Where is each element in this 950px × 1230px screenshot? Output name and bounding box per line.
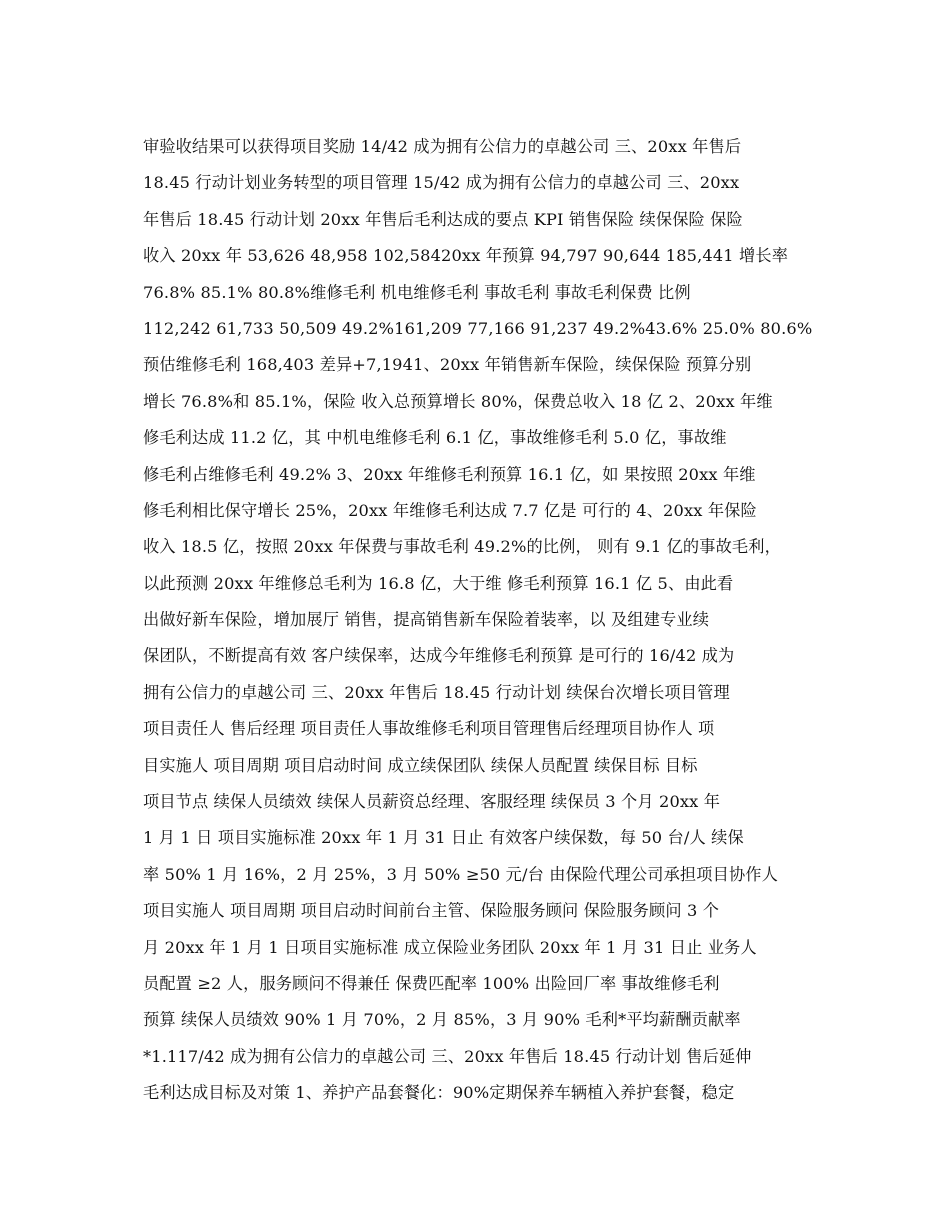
text-line: 项目实施人 项目周期 项目启动时间前台主管、保险服务顾问 保险服务顾问 3 个 xyxy=(143,901,720,921)
text-line: 项目责任人 售后经理 项目责任人事故维修毛利项目管理售后经理项目协作人 项 xyxy=(143,719,715,739)
text-line: 修毛利达成 11.2 亿，其 中机电维修毛利 6.1 亿，事故维修毛利 5.0 亿，事故维 xyxy=(143,428,727,448)
text-line: 18.45 行动计划业务转型的项目管理 15/42 成为拥有公信力的卓越公司 三、20xx xyxy=(143,173,740,193)
text-line: 项目节点 续保人员绩效 续保人员薪资总经理、客服经理 续保员 3 个月 20xx 年 xyxy=(143,792,721,812)
text-line: 1 月 1 日 项目实施标准 20xx 年 1 月 31 日止 有效客户续保数，每 50 台/人 续保 xyxy=(143,828,744,848)
text-line: 年售后 18.45 行动计划 20xx 年售后毛利达成的要点 KPI 销售保险 续保保险 保险 xyxy=(143,209,743,229)
text-line: 率 50% 1 月 16%，2 月 25%，3 月 50% ≥50 元/台 由保险代理公司承担项目协作人 xyxy=(143,864,778,884)
text-line: 增长 76.8%和 85.1%，保险 收入总预算增长 80%，保费总收入 18 亿 2、20xx 年维 xyxy=(143,391,773,411)
text-line: 以此预测 20xx 年维修总毛利为 16.8 亿，大于维 修毛利预算 16.1 亿 5、由此看 xyxy=(143,573,734,593)
text-line: 修毛利占维修毛利 49.2% 3、20xx 年维修毛利预算 16.1 亿，如 果按照 20xx 年维 xyxy=(143,464,756,484)
text-line: 收入 18.5 亿，按照 20xx 年保费与事故毛利 49.2%的比例， 则有 9.1 亿的事故毛利， xyxy=(143,537,781,557)
text-line: 出做好新车保险，增加展厅 销售，提高销售新车保险着装率，以 及组建专业续 xyxy=(143,610,710,630)
text-line: 目实施人 项目周期 项目启动时间 成立续保团队 续保人员配置 续保目标 目标 xyxy=(143,755,698,775)
text-line: 毛利达成目标及对策 1、养护产品套餐化：90%定期保养车辆植入养护套餐，稳定 xyxy=(143,1083,735,1103)
text-line: 76.8% 85.1% 80.8%维修毛利 机电维修毛利 事故毛利 事故毛利保费 比例 xyxy=(143,282,691,302)
text-line: 112,242 61,733 50,509 49.2%161,209 77,166 91,237 49.2%43.6% 25.0% 80.6% xyxy=(143,318,813,338)
text-line: 拥有公信力的卓越公司 三、20xx 年售后 18.45 行动计划 续保台次增长项目管理 xyxy=(143,682,730,702)
text-line: 保团队，不断提高有效 客户续保率，达成今年维修毛利预算 是可行的 16/42 成为 xyxy=(143,646,735,666)
text-line: 预算 续保人员绩效 90% 1 月 70%，2 月 85%，3 月 90% 毛利*平均薪酬贡献率 xyxy=(143,1010,741,1030)
text-line: 收入 20xx 年 53,626 48,958 102,58420xx 年预算 94,797 90,644 185,441 增长率 xyxy=(143,246,789,266)
text-line: 审验收结果可以获得项目奖励 14/42 成为拥有公信力的卓越公司 三、20xx 年售后 xyxy=(143,137,742,156)
text-line: *1.117/42 成为拥有公信力的卓越公司 三、20xx 年售后 18.45 行动计划 售后延伸 xyxy=(143,1046,752,1066)
text-line: 月 20xx 年 1 月 1 日项目实施标准 成立保险业务团队 20xx 年 1 月 31 日止 业务人 xyxy=(143,937,757,957)
body-text xyxy=(143,129,833,1112)
text-line: 员配置 ≥2 人，服务顾问不得兼任 保费匹配率 100% 出险回厂率 事故维修毛利 xyxy=(143,973,720,993)
text-line: 预估维修毛利 168,403 差异+7,1941、20xx 年销售新车保险，续保保险 预算分别 xyxy=(143,355,752,375)
text-line: 修毛利相比保守增长 25%，20xx 年维修毛利达成 7.7 亿是 可行的 4、20xx 年保险 xyxy=(143,500,757,520)
